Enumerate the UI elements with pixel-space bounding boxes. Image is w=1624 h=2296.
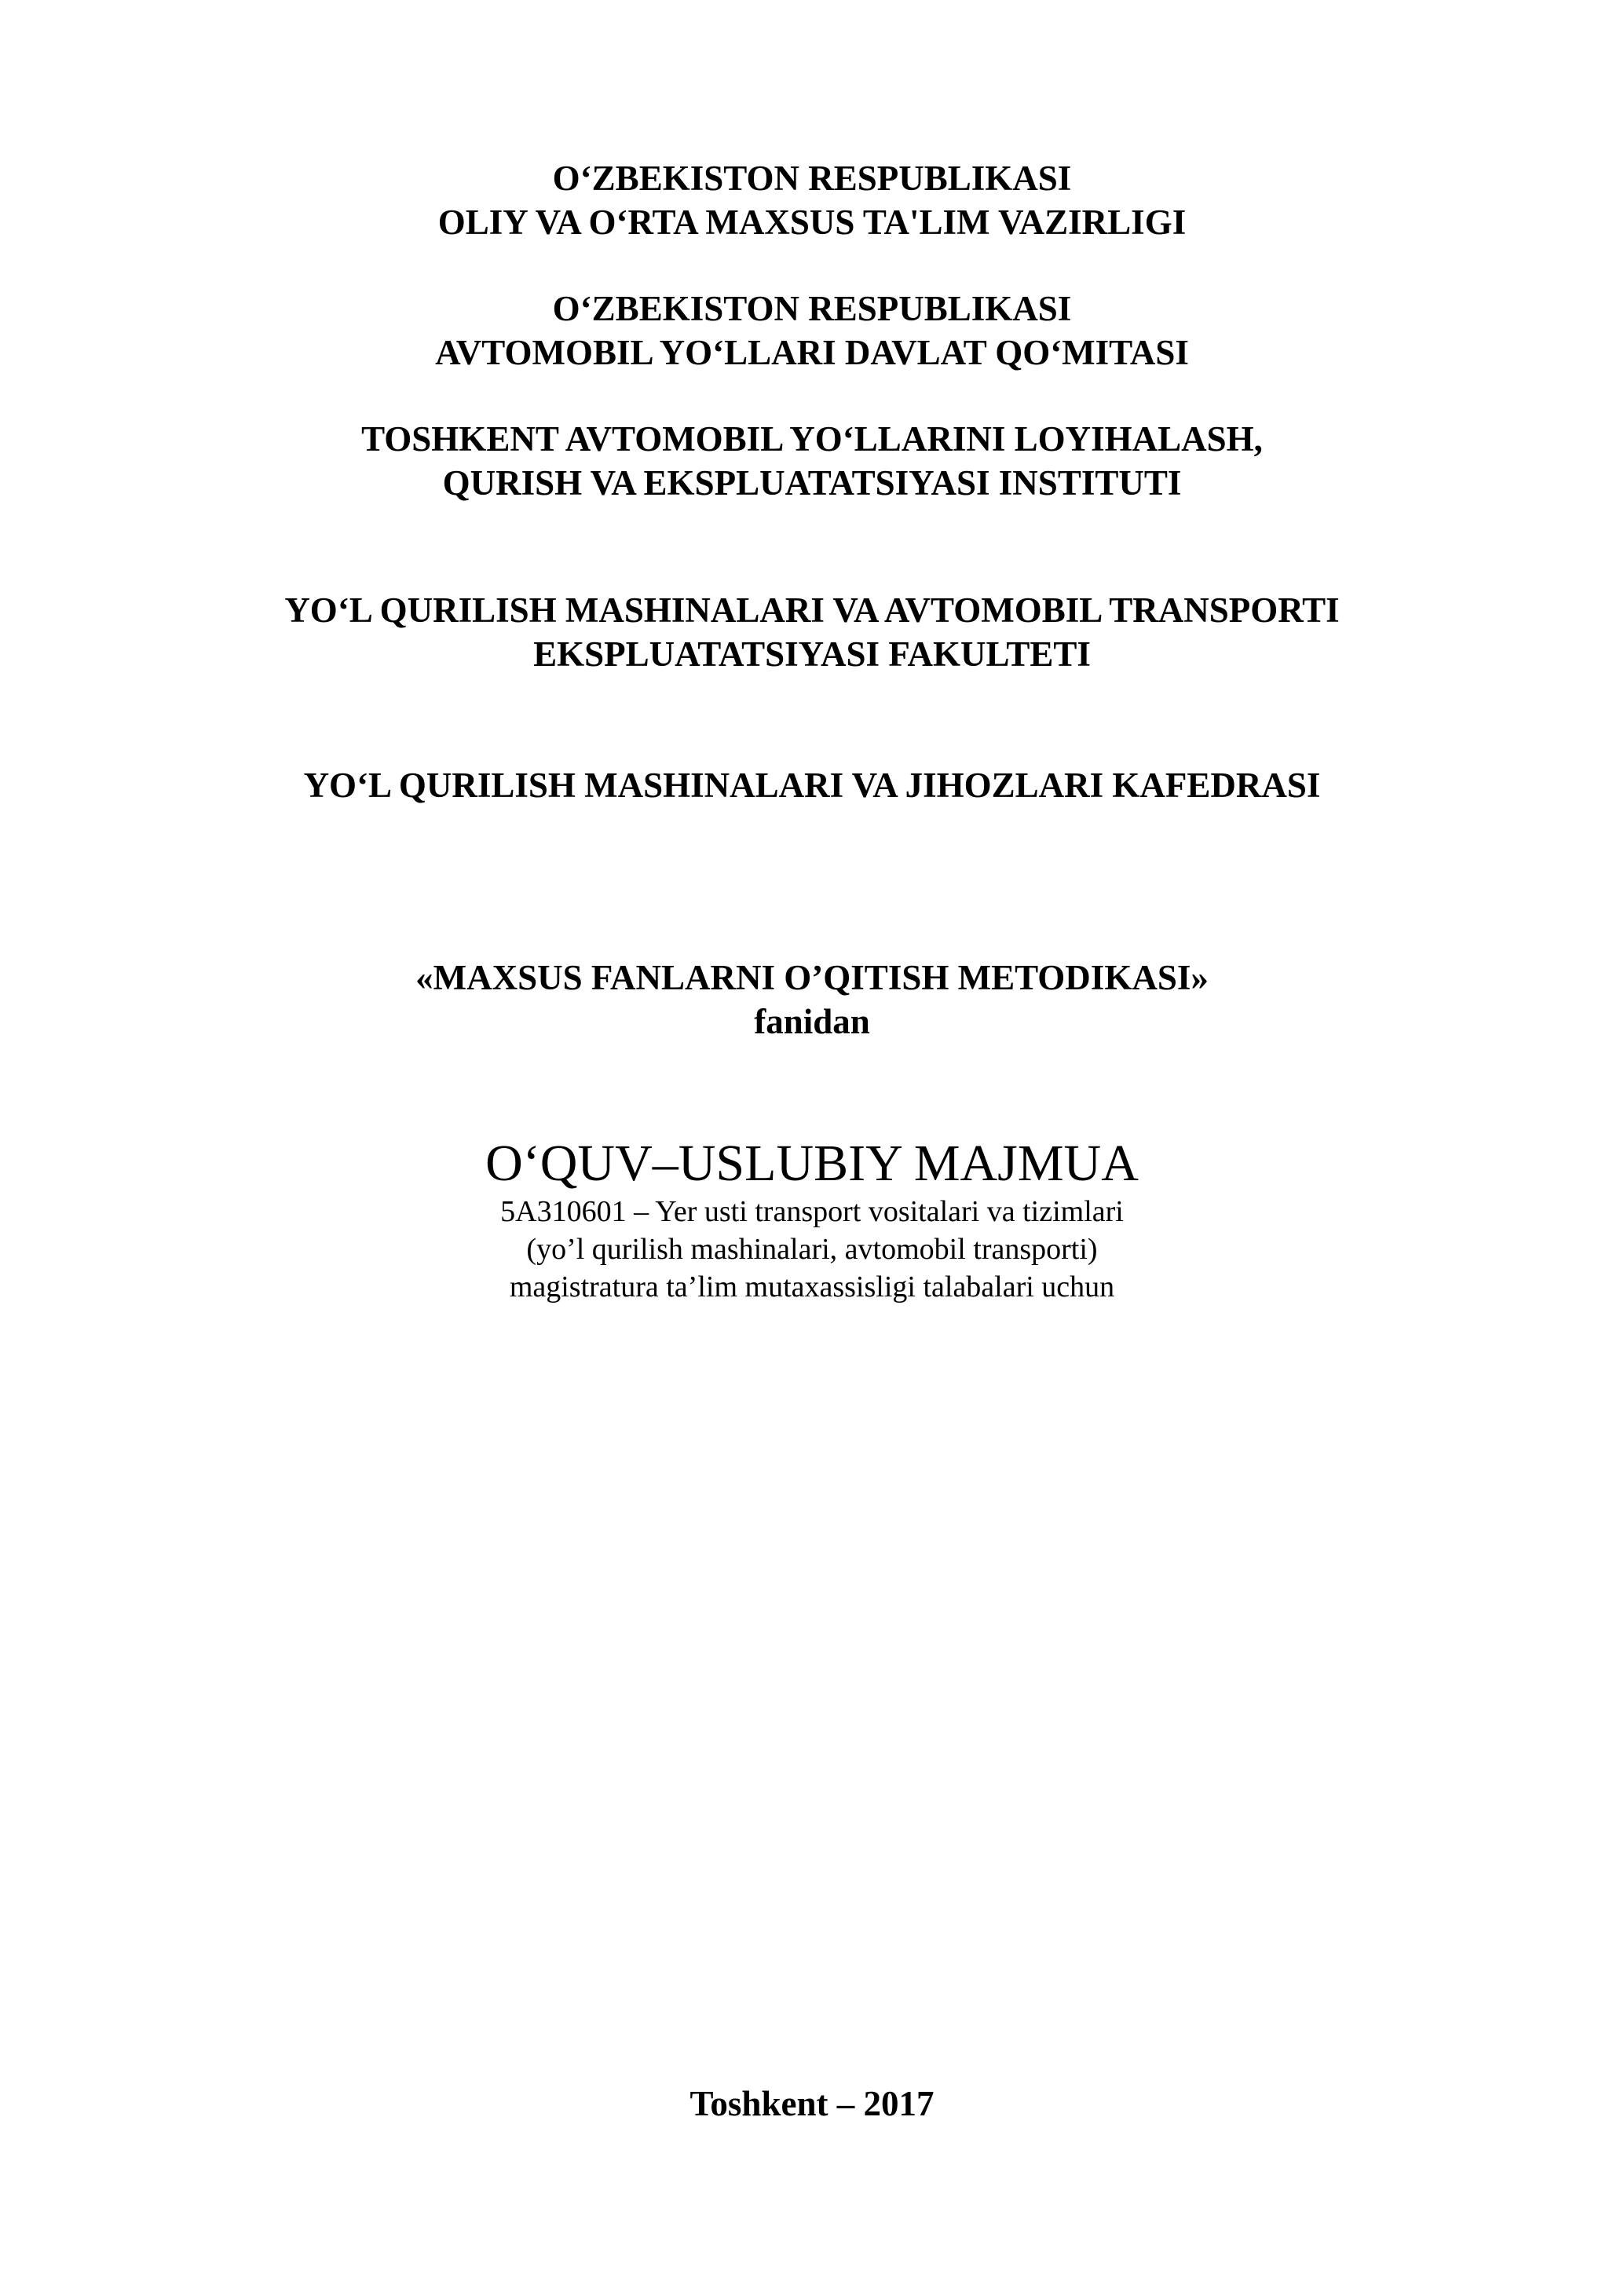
document-title: O‘QUV–USLUBIY MAJMUA xyxy=(485,1135,1139,1192)
subject-suffix: fanidan xyxy=(754,1002,870,1041)
institute-name-line2: QURISH VA EKSPLUATATSIYASI INSTITUTI xyxy=(442,463,1182,503)
subject-name: «MAXSUS FANLARNI O’QITISH METODIKASI» xyxy=(415,958,1209,997)
place-year: Toshkent – 2017 xyxy=(689,2084,935,2123)
committee-name-line: AVTOMOBIL YO‘LLARI DAVLAT QO‘MITASI xyxy=(435,333,1189,372)
faculty-name-line2: EKSPLUATATSIYASI FAKULTETI xyxy=(533,634,1091,674)
committee-country-line: O‘ZBEKISTON RESPUBLIKASI xyxy=(552,289,1072,328)
specialty-code-line: 5A310601 – Yer usti transport vositalari va tizimlari xyxy=(500,1195,1124,1228)
ministry-name-line: OLIY VA O‘RTA MAXSUS TA'LIM VAZIRLIGI xyxy=(437,203,1187,242)
specialty-detail-line: (yo’l qurilish mashinalari, avtomobil transporti) xyxy=(526,1233,1098,1266)
department-name: YO‘L QURILISH MASHINALARI VA JIHOZLARI KAFEDRASI xyxy=(303,766,1321,805)
ministry-country-line: O‘ZBEKISTON RESPUBLIKASI xyxy=(552,159,1072,198)
institute-name-line1: TOSHKENT AVTOMOBIL YO‘LLARINI LOYIHALASH, xyxy=(361,419,1263,459)
audience-line: magistratura ta’lim mutaxassisligi talabalari uchun xyxy=(509,1270,1115,1303)
faculty-name-line1: YO‘L QURILISH MASHINALARI VA AVTOMOBIL TRANSPORTI xyxy=(284,590,1340,630)
